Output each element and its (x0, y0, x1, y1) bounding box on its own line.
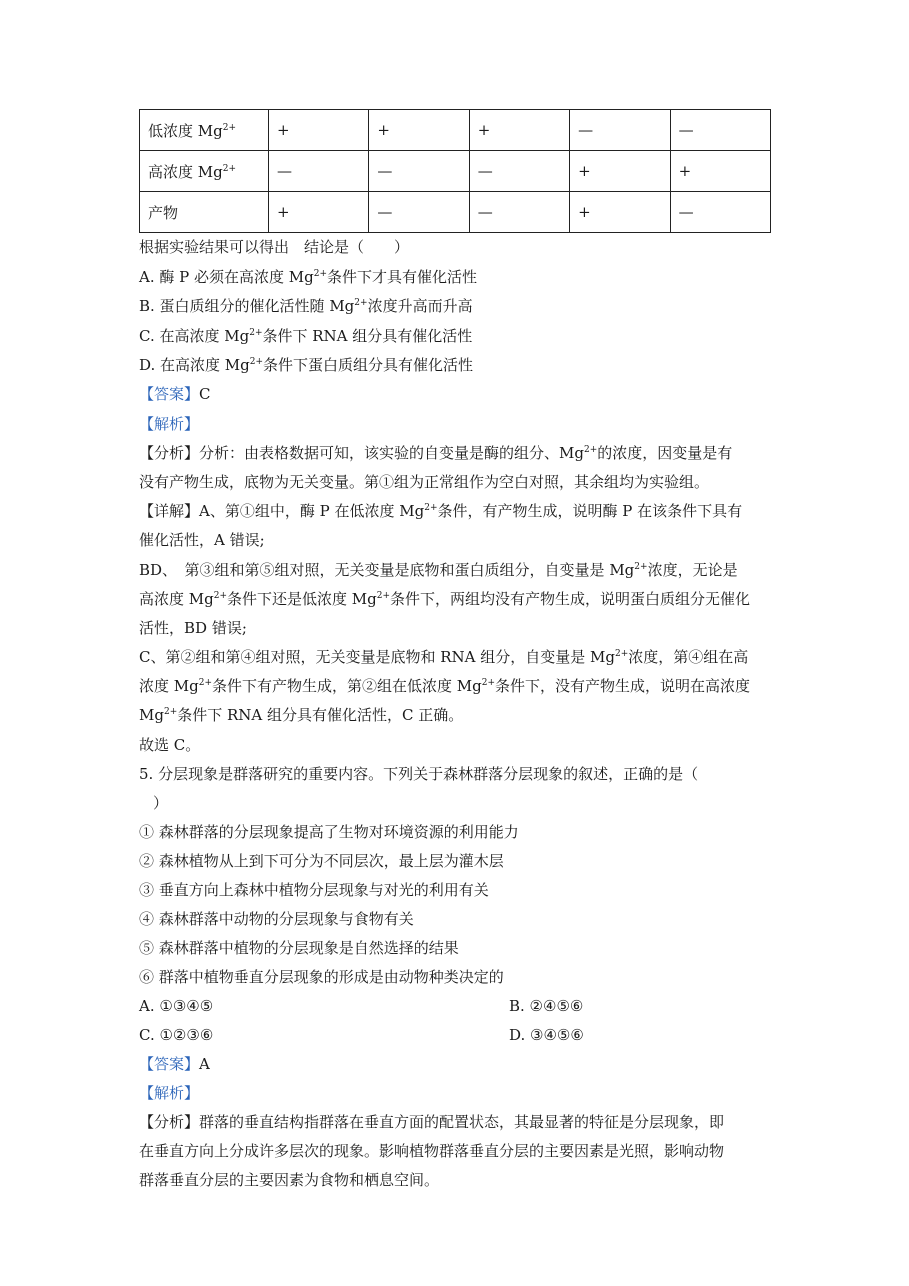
q4-answer: 【答案】C (139, 385, 211, 403)
row-label-product: 产物 (140, 192, 269, 233)
q5-answer: 【答案】A (139, 1055, 210, 1073)
q5-item-4: ④ 森林群落中动物的分层现象与食物有关 (139, 910, 414, 928)
q4-final: 故选 C。 (139, 736, 201, 754)
table-row (140, 151, 771, 192)
q5-item-1: ① 森林群落的分层现象提高了生物对环境资源的利用能力 (139, 823, 519, 841)
q5-option-b: B. ②④⑤⑥ (509, 997, 584, 1015)
q5-option-d: D. ③④⑤⑥ (509, 1026, 584, 1044)
table-cell: + (269, 192, 369, 233)
experiment-table (139, 109, 771, 233)
table-cell: + (570, 151, 670, 192)
table-cell: — (369, 151, 469, 192)
row-label-high-mg: 高浓度 $Mg^{2+}$ (140, 151, 269, 192)
table-cell: + (469, 110, 569, 151)
q4-option-b: B. 蛋白质组分的催化活性随 $Mg^{2+}$浓度升高而升高 (139, 297, 473, 315)
q5-item-3: ③ 垂直方向上森林中植物分层现象与对光的利用有关 (139, 881, 489, 899)
answer-tag: 【答案】 (139, 385, 200, 403)
table-cell: — (469, 151, 569, 192)
q5-item-5: ⑤ 森林群落中植物的分层现象是自然选择的结果 (139, 939, 459, 957)
table-row (140, 192, 771, 233)
q4-detail-line5: 活性，BD 错误; (139, 619, 247, 637)
table-cell: + (369, 110, 469, 151)
q5-stem-line2: ） (153, 794, 169, 812)
table-cell: — (570, 110, 670, 151)
q4-detail-line7: 浓度 $Mg^{2+}$条件下有产物生成，第②组在低浓度 $Mg^{2+}$条件下，没有产物生成，说明在高浓度 (139, 677, 751, 695)
q4-detail-line3: BD、 第③组和第⑤组对照，无关变量是底物和蛋白质组分，自变量是 $Mg^{2+}$浓度，无论是 (139, 561, 738, 579)
answer-tag: 【答案】 (139, 1055, 200, 1073)
q5-item-2: ② 森林植物从上到下可分为不同层次，最上层为灌木层 (139, 852, 504, 870)
q4-detail-line1: 【详解】A、第①组中，酶 P 在低浓度 $Mg^{2+}$条件，有产物生成，说明酶 P 在该条件下具有 (139, 502, 743, 520)
q4-fenxi-line2: 没有产物生成，底物为无关变量。第①组为正常组作为空白对照，其余组均为实验组。 (139, 473, 710, 491)
q4-detail-line2: 催化活性，A 错误; (139, 531, 265, 549)
row-label-low-mg: 低浓度 $Mg^{2+}$ (140, 110, 269, 151)
q4-option-c: C. 在高浓度 $Mg^{2+}$条件下 RNA 组分具有催化活性 (139, 327, 473, 345)
q5-option-a: A. ①③④⑤ (139, 997, 214, 1015)
q4-analysis-tag: 【解析】 (139, 415, 200, 433)
q5-fenxi-line1: 【分析】群落的垂直结构指群落在垂直方面的配置状态，其最显著的特征是分层现象，即 (139, 1113, 725, 1131)
q5-option-c: C. ①②③⑥ (139, 1026, 214, 1044)
q5-fenxi-line3: 群落垂直分层的主要因素为食物和栖息空间。 (139, 1171, 440, 1189)
q4-option-d: D. 在高浓度 $Mg^{2+}$条件下蛋白质组分具有催化活性 (139, 356, 474, 374)
table-cell: — (269, 151, 369, 192)
table-cell: + (269, 110, 369, 151)
q5-fenxi-line2: 在垂直方向上分成许多层次的现象。影响植物群落垂直分层的主要因素是光照，影响动物 (139, 1142, 725, 1160)
q4-fenxi-line1: 【分析】分析：由表格数据可知，该实验的自变量是酶的组分、$Mg^{2+}$的浓度，因变量是有 (139, 444, 733, 462)
q4-detail-line4: 高浓度 $Mg^{2+}$条件下还是低浓度 $Mg^{2+}$条件下，两组均没有产物生成，说明蛋白质组分无催化 (139, 590, 751, 608)
q5-stem-line1: 5. 分层现象是群落研究的重要内容。下列关于森林群落分层现象的叙述，正确的是（ (139, 765, 699, 783)
table-cell: — (369, 192, 469, 233)
table-cell: — (670, 110, 770, 151)
q4-detail-line6: C、第②组和第④组对照，无关变量是底物和 RNA 组分，自变量是 $Mg^{2+}$浓度，第④组在高 (139, 648, 749, 666)
q5-item-6: ⑥ 群落中植物垂直分层现象的形成是由动物种类决定的 (139, 968, 504, 986)
q5-analysis-tag: 【解析】 (139, 1084, 200, 1102)
table-cell: — (469, 192, 569, 233)
q4-stem: 根据实验结果可以得出 结论是（ ） (139, 238, 410, 256)
page-content (139, 109, 771, 1189)
q4-detail-line8: $Mg^{2+}$条件下 RNA 组分具有催化活性，C 正确。 (139, 706, 464, 724)
q4-option-a: A. 酶 P 必须在高浓度 $Mg^{2+}$条件下才具有催化活性 (139, 268, 478, 286)
table-cell: + (570, 192, 670, 233)
table-cell: + (670, 151, 770, 192)
table-row (140, 110, 771, 151)
table-cell: — (670, 192, 770, 233)
